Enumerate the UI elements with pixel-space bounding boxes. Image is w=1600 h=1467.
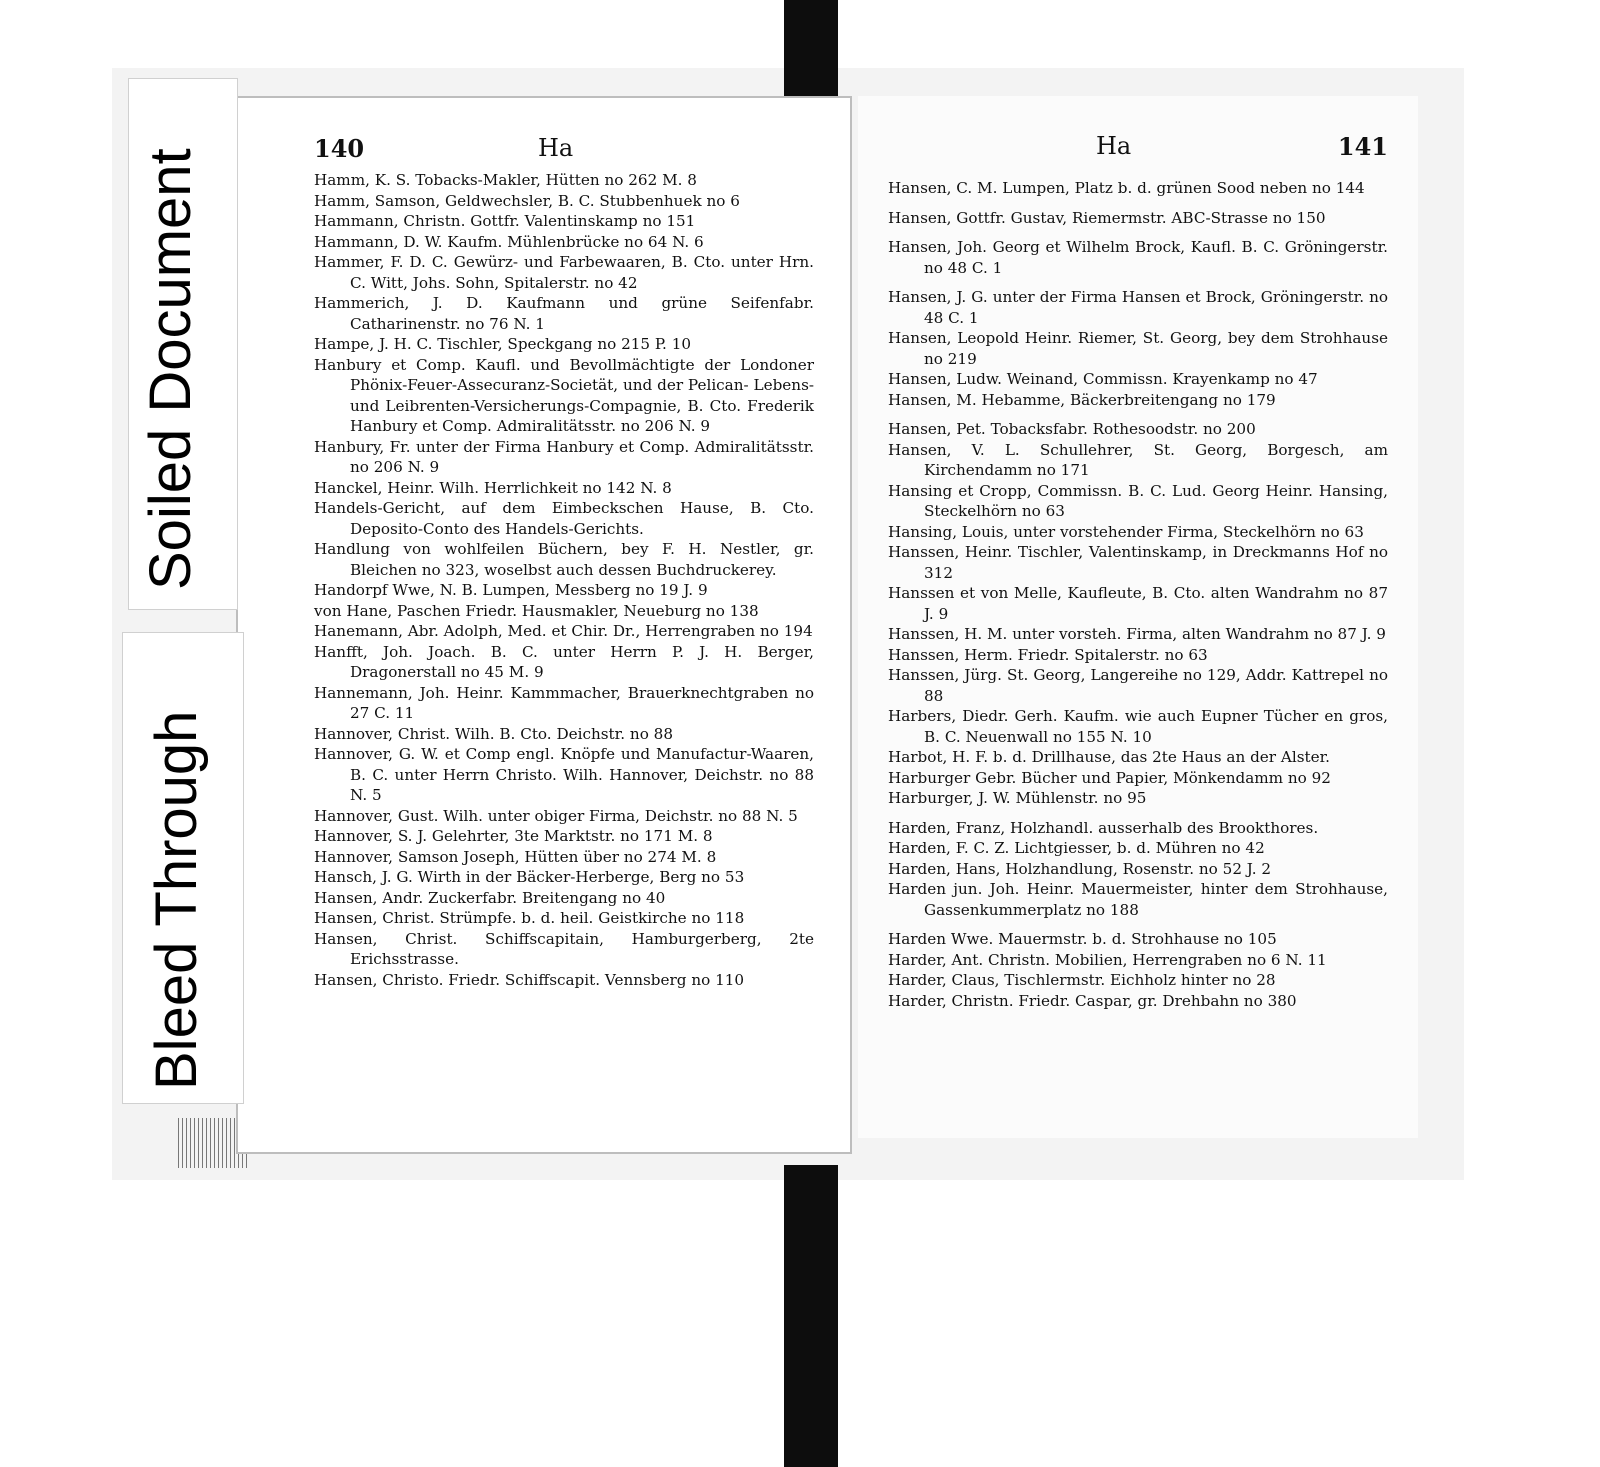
directory-entry: Hansen, Gottfr. Gustav, Riemermstr. ABC-Strasse no 150 [888, 208, 1326, 227]
directory-entry: Hamm, Samson, Geldwechsler, B. C. Stubbenhuek no 6 [314, 191, 740, 210]
directory-entry: Hansen, Ludw. Weinand, Commissn. Krayenkamp no 47 [888, 370, 1318, 388]
left-directory-entries [314, 170, 814, 990]
directory-entry: Hansen, C. M. Lumpen, Platz b. d. grünen Sood neben no 144 [888, 179, 1365, 197]
directory-entry: Harder, Ant. Christn. Mobilien, Herrengraben no 6 N. 11 [888, 950, 1327, 969]
directory-entry: Hannemann, Joh. Heinr. Kammmacher, Brauerknechtgraben no 27 C. 11 [314, 683, 814, 722]
right-page-number: 141 [1337, 132, 1388, 161]
directory-entry: Hansing, Louis, unter vorstehender Firma, Steckelhörn no 63 [888, 522, 1364, 541]
directory-entry: Hannover, G. W. et Comp engl. Knöpfe und Manufactur-Waaren, B. C. unter Herrn Christo. Wilh. Hannover, Deichstr. no 88 N. 5 [314, 745, 814, 804]
directory-entry: Hansing et Cropp, Commissn. B. C. Lud. Georg Heinr. Hansing, Steckelhörn no 63 [888, 481, 1388, 520]
directory-entry: Handorpf Wwe, N. B. Lumpen, Messberg no 19 J. 9 [314, 581, 708, 599]
directory-entry: Harburger, J. W. Mühlenstr. no 95 [888, 789, 1147, 807]
left-page-running-head: Ha [538, 134, 574, 162]
directory-entry: Hanssen, Jürg. St. Georg, Langereihe no 129, Addr. Kattrepel no 88 [888, 666, 1388, 705]
directory-entry: Hansen, Christ. Schiffscapitain, Hamburgerberg, 2te Erichsstrasse. [314, 929, 814, 968]
directory-entry: Hampe, J. H. C. Tischler, Speckgang no 215 P. 10 [314, 335, 692, 353]
directory-entry: Hanemann, Abr. Adolph, Med. et Chir. Dr., Herrengraben no 194 [314, 622, 813, 640]
directory-entry: Hanckel, Heinr. Wilh. Herrlichkeit no 142 N. 8 [314, 478, 672, 497]
directory-entry: Hanfft, Joh. Joach. B. C. unter Herrn P. J. H. Berger, Dragonerstall no 45 M. 9 [314, 642, 814, 681]
soiled-document-label: Soiled Document [138, 148, 203, 590]
directory-entry: Hansen, Christ. Strümpfe. b. d. heil. Geistkirche no 118 [314, 909, 745, 927]
directory-entry: Harden Wwe. Mauermstr. b. d. Strohhause no 105 [888, 930, 1277, 948]
directory-entry: Hanssen, H. M. unter vorsteh. Firma, alten Wandrahm no 87 J. 9 [888, 625, 1386, 643]
directory-entry: Handlung von wohlfeilen Büchern, bey F. H. Nestler, gr. Bleichen no 323, woselbst auch dessen Buchdruckerey. [314, 540, 814, 579]
right-directory-entries [888, 178, 1388, 1011]
directory-entry: Hansch, J. G. Wirth in der Bäcker-Herberge, Berg no 53 [314, 868, 745, 886]
directory-entry: Hannover, Samson Joseph, Hütten über no 274 M. 8 [314, 847, 717, 866]
directory-entry: Hansen, V. L. Schullehrer, St. Georg, Borgesch, am Kirchendamm no 171 [888, 440, 1388, 479]
directory-entry: Hansen, M. Hebamme, Bäckerbreitengang no 179 [888, 390, 1276, 409]
directory-entry: Harden jun. Joh. Heinr. Mauermeister, hinter dem Strohhause, Gassenkummerplatz no 188 [888, 880, 1388, 919]
directory-entry: Harden, Hans, Holzhandlung, Rosenstr. no 52 J. 2 [888, 859, 1272, 878]
directory-entry: Hammer, F. D. C. Gewürz- und Farbewaaren, B. Cto. unter Hrn. C. Witt, Johs. Sohn, Spitalerstr. no 42 [314, 253, 814, 292]
directory-entry: Hammann, D. W. Kaufm. Mühlenbrücke no 64 N. 6 [314, 232, 704, 251]
directory-entry: Hansen, Leopold Heinr. Riemer, St. Georg, bey dem Strohhause no 219 [888, 329, 1388, 368]
directory-entry: Harburger Gebr. Bücher und Papier, Mönkendamm no 92 [888, 768, 1331, 787]
directory-entry: Hanbury, Fr. unter der Firma Hanbury et Comp. Admiralitätsstr. no 206 N. 9 [314, 437, 814, 476]
directory-entry: Hammann, Christn. Gottfr. Valentinskamp no 151 [314, 212, 696, 230]
directory-entry: Hamm, K. S. Tobacks-Makler, Hütten no 262 M. 8 [314, 171, 697, 189]
directory-entry: Hansen, Andr. Zuckerfabr. Breitengang no 40 [314, 888, 666, 907]
directory-entry: Harbot, H. F. b. d. Drillhause, das 2te Haus an der Alster. [888, 748, 1330, 766]
binding-gutter-top [784, 0, 838, 100]
directory-entry: Hanbury et Comp. Kaufl. und Bevollmächtigte der Londoner Phönix-Feuer-Assecuranz-Societät, und der Pelican- Lebens- und Leibrenten-Versicherungs-Compagnie, B. Cto. Frederik Hanbury et Comp. Admiralitätsstr. no 206 N. 9 [314, 355, 814, 435]
binding-gutter-bottom [784, 1165, 838, 1467]
right-page-running-head: Ha [1096, 132, 1132, 160]
left-page-number: 140 [314, 134, 365, 163]
directory-entry: von Hane, Paschen Friedr. Hausmakler, Neueburg no 138 [314, 601, 759, 620]
directory-entry: Hammerich, J. D. Kaufmann und grüne Seifenfabr. Catharinenstr. no 76 N. 1 [314, 294, 814, 333]
directory-entry: Harder, Claus, Tischlermstr. Eichholz hinter no 28 [888, 971, 1276, 989]
directory-entry: Hansen, Pet. Tobacksfabr. Rothesoodstr. no 200 [888, 420, 1256, 438]
left-page [236, 96, 852, 1154]
directory-entry: Hanssen et von Melle, Kaufleute, B. Cto. alten Wandrahm no 87 J. 9 [888, 584, 1388, 623]
bleed-through-label: Bleed Through [144, 710, 209, 1090]
right-page [858, 96, 1418, 1138]
right-page-header [858, 132, 1418, 168]
directory-entry: Hanssen, Herm. Friedr. Spitalerstr. no 63 [888, 645, 1208, 664]
directory-entry: Hannover, Christ. Wilh. B. Cto. Deichstr. no 88 [314, 724, 673, 743]
directory-entry: Harder, Christn. Friedr. Caspar, gr. Drehbahn no 380 [888, 991, 1297, 1010]
directory-entry: Hansen, Joh. Georg et Wilhelm Brock, Kaufl. B. C. Gröningerstr. no 48 C. 1 [888, 238, 1388, 277]
directory-entry: Harden, Franz, Holzhandl. ausserhalb des Brookthores. [888, 818, 1319, 837]
directory-entry: Handels-Gericht, auf dem Eimbeckschen Hause, B. Cto. Deposito-Conto des Handels-Gerichts. [314, 499, 814, 538]
left-page-header [238, 134, 850, 170]
directory-entry: Hannover, S. J. Gelehrter, 3te Marktstr. no 171 M. 8 [314, 827, 713, 845]
directory-entry: Hannover, Gust. Wilh. unter obiger Firma, Deichstr. no 88 N. 5 [314, 806, 798, 825]
directory-entry: Hansen, Christo. Friedr. Schiffscapit. Vennsberg no 110 [314, 970, 745, 989]
directory-entry: Hansen, J. G. unter der Firma Hansen et Brock, Gröningerstr. no 48 C. 1 [888, 288, 1388, 327]
directory-entry: Harden, F. C. Z. Lichtgiesser, b. d. Mühren no 42 [888, 839, 1265, 857]
directory-entry: Hanssen, Heinr. Tischler, Valentinskamp, in Dreckmanns Hof no 312 [888, 543, 1388, 582]
directory-entry: Harbers, Diedr. Gerh. Kaufm. wie auch Eupner Tücher en gros, B. C. Neuenwall no 155 N. 10 [888, 707, 1388, 746]
